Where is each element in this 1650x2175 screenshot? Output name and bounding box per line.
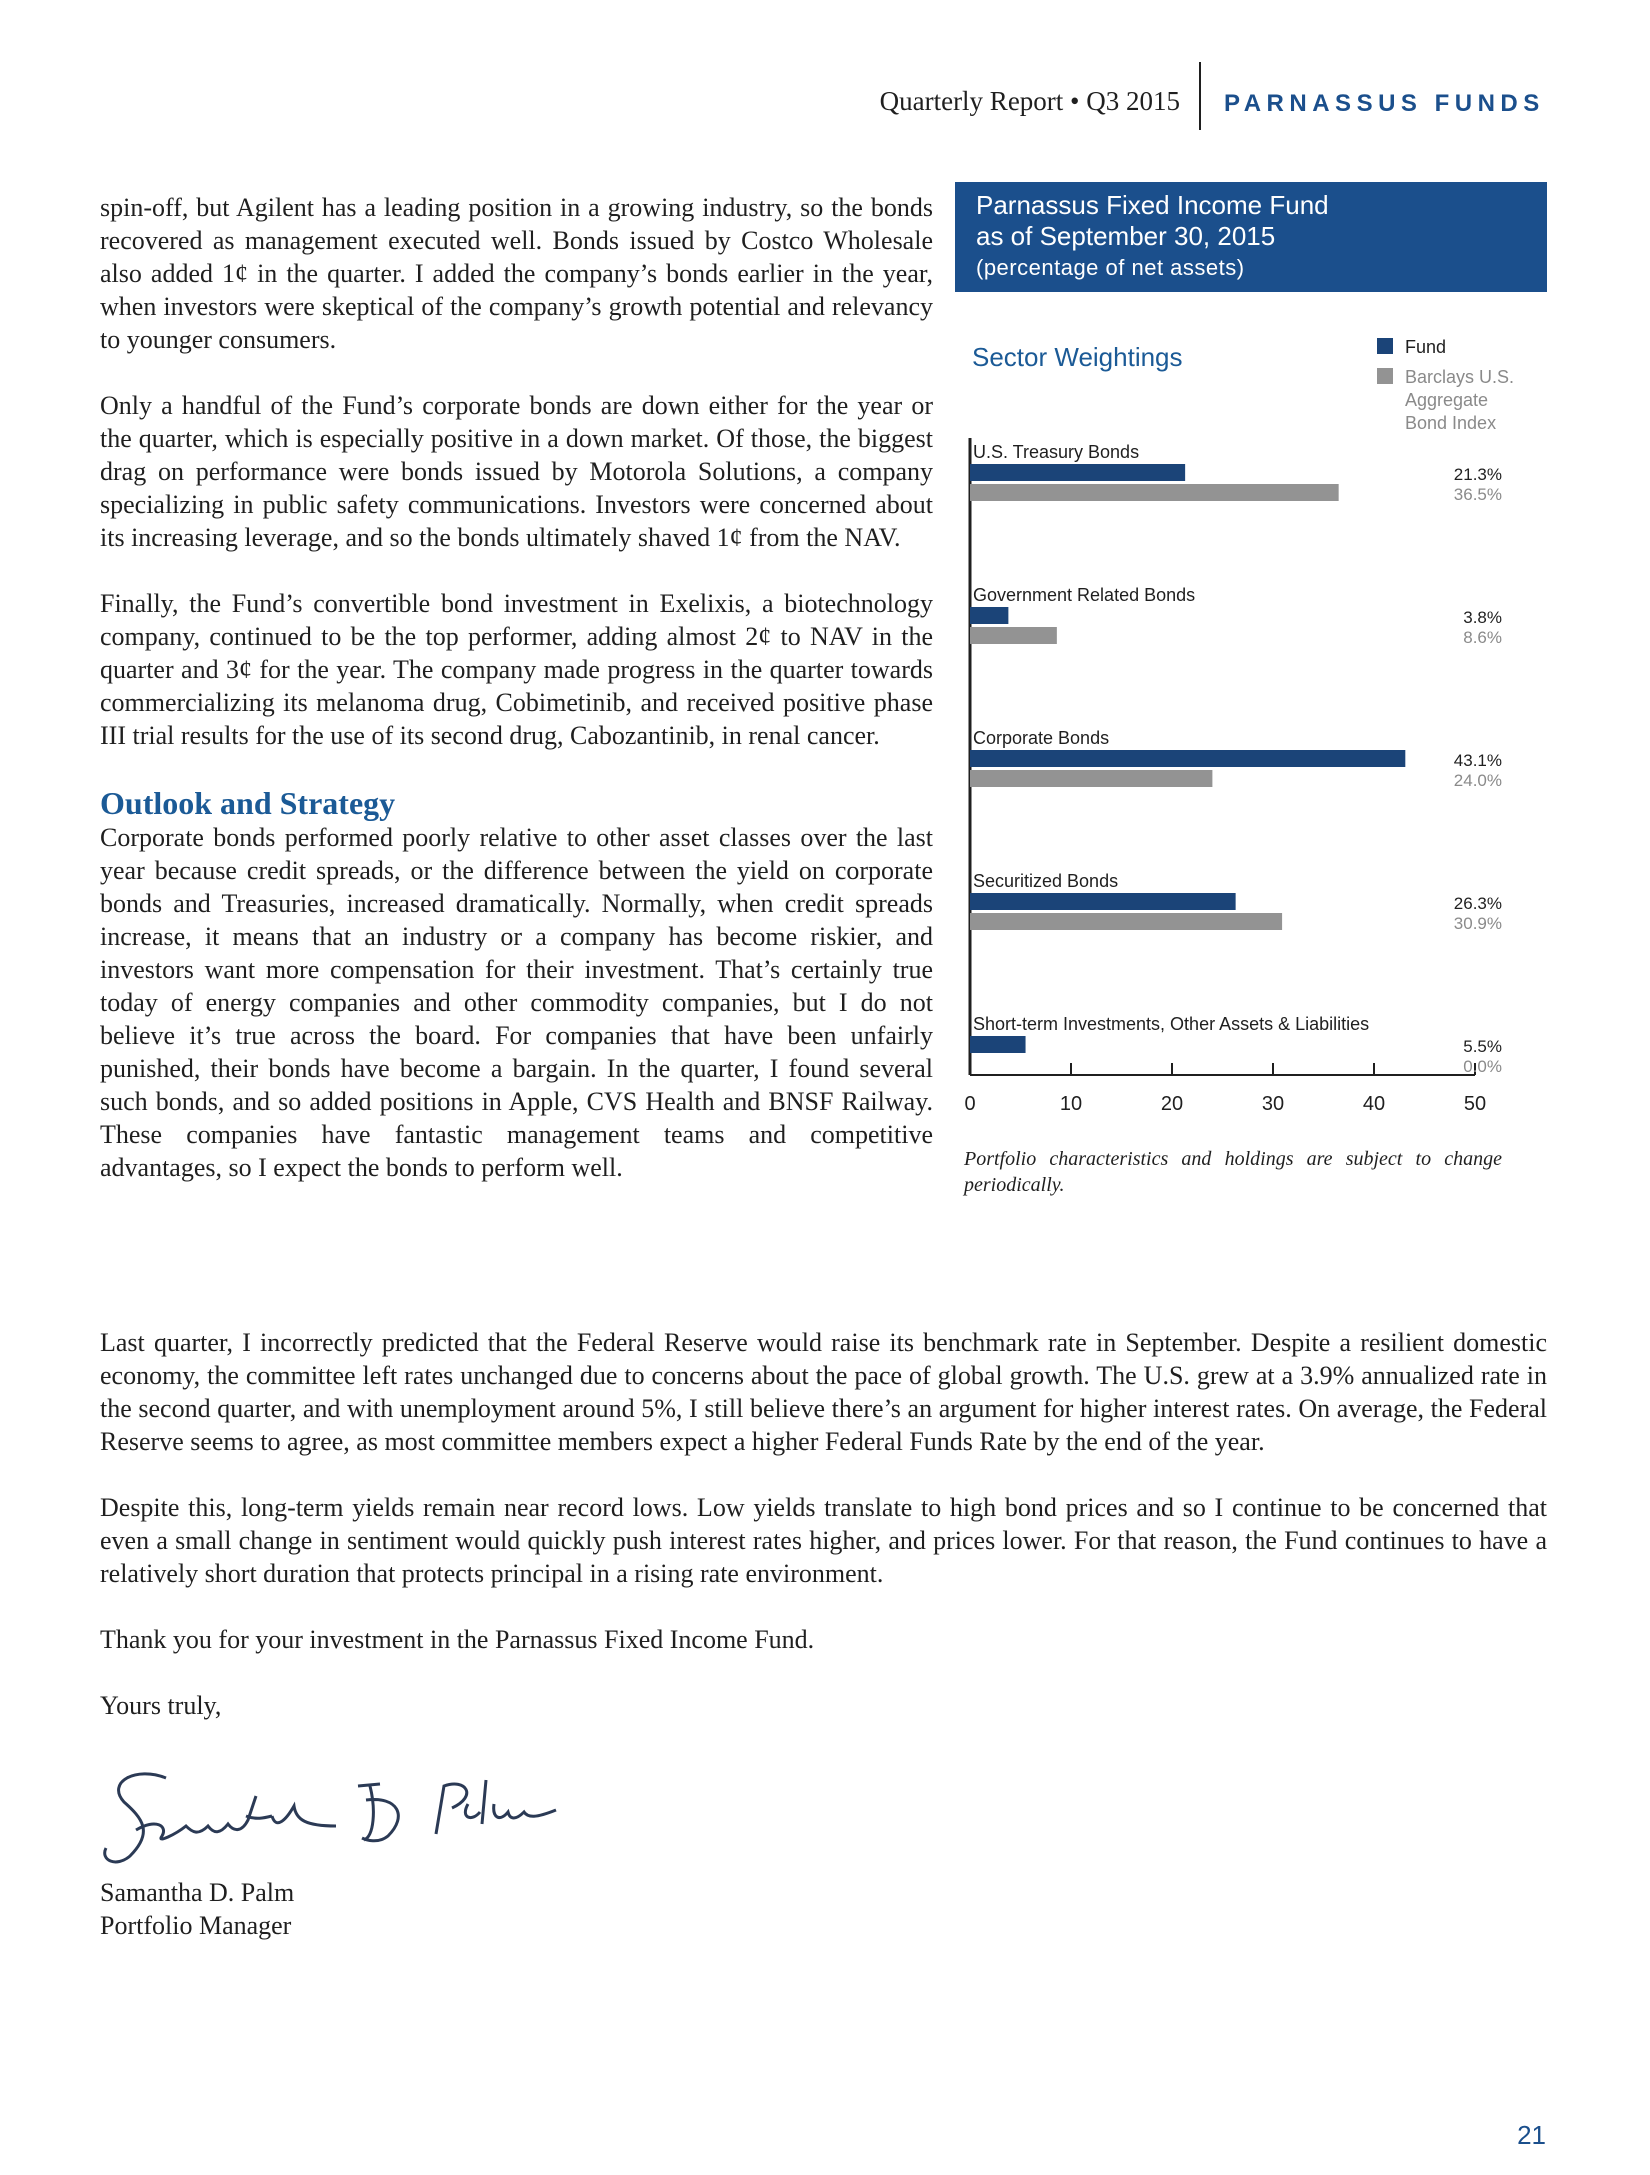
data-label-benchmark: 8.6%: [1463, 628, 1502, 647]
data-label-fund: 26.3%: [1453, 894, 1502, 913]
category-label: Securitized Bonds: [973, 871, 1119, 891]
bar-benchmark: [970, 627, 1057, 644]
bar-benchmark: [970, 913, 1282, 930]
bar-benchmark: [970, 770, 1212, 787]
body-paragraph: spin-off, but Agilent has a leading position in a growing industry, so the bonds recovered as management executed well. Bonds issued by Costco Wholesale also added 1¢ in the quarter. I added the company’s bonds earlier in the year, when investors were skeptical of the company’s growth potential and relevancy to younger consumers.: [100, 193, 933, 354]
data-label-benchmark: 30.9%: [1453, 914, 1502, 933]
chart-units-note: (percentage of net assets): [976, 255, 1245, 280]
category-label: U.S. Treasury Bonds: [973, 442, 1140, 462]
category-label: Corporate Bonds: [973, 728, 1110, 748]
header-divider: [1199, 62, 1201, 130]
x-tick-label: 20: [1160, 1093, 1184, 1115]
bar-fund: [970, 607, 1008, 624]
x-tick-label: 30: [1261, 1093, 1285, 1115]
signer-name: Samantha D. Palm: [100, 1878, 295, 1907]
bar-fund: [970, 1036, 1026, 1053]
legend-swatch-0: [1377, 338, 1393, 354]
body-paragraph: Finally, the Fund’s convertible bond investment in Exelixis, a biotechnology company, continued to be the top performer, adding almost 2¢ to NAV in the quarter and 3¢ for the year. The company made progress in the quarter towards commercializing its melanoma drug, Cobimetinib, and received positive phase III trial results for the use of its second drug, Cabozantinib, in renal cancer.: [100, 589, 933, 750]
sector-weightings-chart: [950, 320, 1550, 1120]
body-paragraph: Thank you for your investment in the Parnassus Fixed Income Fund.: [100, 1625, 815, 1654]
body-paragraph: Despite this, long-term yields remain near record lows. Low yields translate to high bond prices and so I continue to be concerned that even a small change in sentiment would quickly push interest rates higher, and prices lower. For that reason, the Fund continues to have a relatively short duration that protects principal in a rising rate environment.: [100, 1493, 1547, 1588]
chart-banner: [955, 182, 1547, 292]
x-tick-label: 40: [1362, 1093, 1386, 1115]
x-tick-label: 0: [964, 1093, 976, 1115]
outlook-paragraph: Corporate bonds performed poorly relative to other asset classes over the last year because credit spreads, or the difference between the yield on corporate bonds and Treasuries, increased dramatically. Normally, when credit spreads increase, it means that an industry or a company has become riskier, and investors want more compensation for their investment. That’s certainly true today of energy companies and other commodity companies, but I do not believe it’s true across the board. For companies that have been unfairly punished, their bonds have become a bargain. In the quarter, I found several such bonds, and so added positions in Apple, CVS Health and BNSF Railway. These companies have fantastic management teams and competitive advantages, so I expect the bonds to perform well.: [100, 823, 933, 1182]
category-label: Government Related Bonds: [973, 585, 1196, 605]
data-label-benchmark: 24.0%: [1453, 771, 1502, 790]
signature-block: [100, 1876, 294, 1942]
bar-fund: [970, 464, 1185, 481]
x-tick-label: 10: [1059, 1093, 1083, 1115]
handwritten-signature: [96, 1760, 576, 1880]
full-width-column: [100, 1326, 1547, 1755]
category-label: Short-term Investments, Other Assets & Liabilities: [973, 1014, 1370, 1034]
chart-footnote: Portfolio characteristics and holdings are subject to change periodically.: [964, 1148, 1502, 1196]
legend-label-3: Bond Index: [1405, 413, 1497, 433]
data-label-fund: 3.8%: [1463, 608, 1502, 627]
legend-swatch-1: [1377, 368, 1393, 384]
section-heading: Outlook and Strategy: [100, 785, 396, 821]
data-label-benchmark: 0.0%: [1463, 1057, 1502, 1076]
legend-label-0: Fund: [1405, 337, 1447, 357]
data-label-fund: 21.3%: [1453, 465, 1502, 484]
fund-name: Parnassus Fixed Income Fund: [976, 190, 1329, 220]
report-label: Quarterly Report • Q3 2015: [879, 86, 1180, 116]
body-paragraph: Last quarter, I incorrectly predicted that the Federal Reserve would raise its benchmark rate in September. Despite a resilient domestic economy, the committee left rates unchanged due to concerns about the pace of global growth. The U.S. grew at a 3.9% annualized rate in the second quarter, and with unemployment around 5%, I still believe there’s an argument for higher interest rates. On average, the Federal Reserve seems to agree, as most committee members expect a higher Federal Funds Rate by the end of the year.: [100, 1328, 1547, 1456]
body-paragraph: Only a handful of the Fund’s corporate bonds are down either for the year or the quarter, which is especially positive in a down market. Of those, the biggest drag on performance were bonds issued by Motorola Solutions, a company specializing in public safety communications. Investors were concerned about its increasing leverage, and so the bonds ultimately shaved 1¢ from the NAV.: [100, 391, 933, 552]
signer-title: Portfolio Manager: [100, 1911, 292, 1940]
x-tick-label: 50: [1463, 1093, 1487, 1115]
chart-title: Sector Weightings: [972, 342, 1183, 372]
data-label-benchmark: 36.5%: [1453, 485, 1502, 504]
data-label-fund: 5.5%: [1463, 1037, 1502, 1056]
left-column: [100, 191, 933, 1217]
data-label-fund: 43.1%: [1453, 751, 1502, 770]
as-of-date: as of September 30, 2015: [976, 221, 1276, 251]
bar-benchmark: [970, 484, 1339, 501]
brand-name: PARNASSUS FUNDS: [1224, 90, 1545, 117]
page-number: 21: [1517, 2120, 1546, 2150]
legend-label-1: Barclays U.S.: [1405, 367, 1515, 387]
legend-label-2: Aggregate: [1405, 390, 1489, 410]
bar-fund: [970, 893, 1236, 910]
closing-salutation: Yours truly,: [100, 1691, 222, 1720]
bar-fund: [970, 750, 1405, 767]
